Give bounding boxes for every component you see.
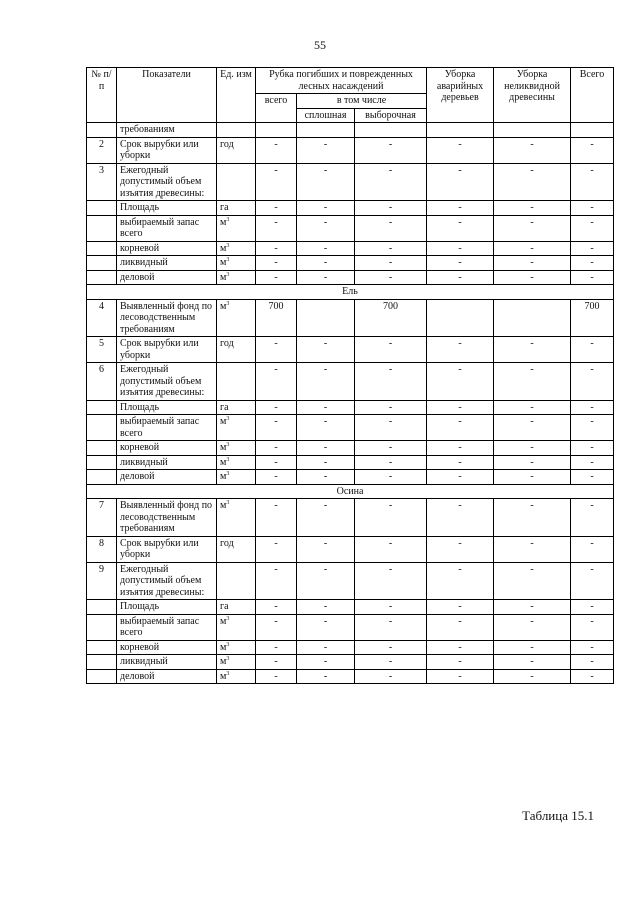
unit-text: м [220, 656, 227, 667]
row-unit [217, 499, 256, 537]
header-emergency: Уборка аварийных деревьев [427, 68, 494, 123]
header-num: № п/п [87, 68, 117, 123]
unit-superscript: 3 [226, 300, 230, 307]
row-indicator: Выявленный фонд по лесоводственным требованиям [117, 499, 217, 537]
value-cell: - [494, 337, 571, 363]
row-indicator: корневой [117, 640, 217, 655]
value-cell: - [427, 415, 494, 441]
value-cell: - [256, 640, 297, 655]
value-cell: - [571, 137, 614, 163]
table-row [87, 600, 614, 615]
row-indicator: Срок вырубки или уборки [117, 536, 217, 562]
value-cell: - [355, 455, 427, 470]
row-indicator: выбираемый запас всего [117, 215, 217, 241]
value-cell: - [427, 363, 494, 401]
value-cell: - [256, 270, 297, 285]
row-unit [217, 215, 256, 241]
value-cell: - [297, 241, 355, 256]
value-cell: - [297, 201, 355, 216]
unit-text: м [220, 500, 227, 511]
row-number [87, 441, 117, 456]
unit-superscript: 3 [226, 242, 230, 249]
value-cell: - [355, 163, 427, 201]
value-cell: 700 [355, 299, 427, 337]
section-title: Осина [87, 484, 614, 499]
value-cell: - [297, 215, 355, 241]
value-cell: - [427, 441, 494, 456]
row-number [87, 241, 117, 256]
value-cell: - [427, 455, 494, 470]
value-cell: - [571, 655, 614, 670]
value-cell: - [571, 415, 614, 441]
header-selective: выборочная [355, 108, 427, 123]
value-cell: - [571, 455, 614, 470]
section-title: Ель [87, 285, 614, 300]
value-cell: - [427, 241, 494, 256]
value-cell: - [494, 669, 571, 684]
value-cell: - [355, 536, 427, 562]
value-cell: - [494, 215, 571, 241]
value-cell: - [494, 163, 571, 201]
row-unit [217, 536, 256, 562]
header-illiquid: Уборка неликвидной древесины [494, 68, 571, 123]
value-cell: - [355, 415, 427, 441]
row-indicator: выбираемый запас всего [117, 614, 217, 640]
value-cell [297, 123, 355, 138]
unit-superscript: 3 [226, 656, 230, 662]
table-header [87, 68, 614, 123]
table-row [87, 499, 614, 537]
value-cell: 700 [256, 299, 297, 337]
unit-text: м [220, 216, 227, 228]
value-cell: - [355, 201, 427, 216]
unit-text: га [220, 601, 229, 612]
table-row [87, 536, 614, 562]
value-cell [494, 123, 571, 138]
unit-superscript: 3 [226, 641, 230, 648]
table-row [87, 337, 614, 363]
value-cell: - [256, 415, 297, 441]
value-cell: - [297, 640, 355, 655]
value-cell: - [494, 137, 571, 163]
row-unit [217, 455, 256, 470]
value-cell: - [427, 536, 494, 562]
header-clear: сплошная [297, 108, 355, 123]
value-cell: - [571, 441, 614, 456]
table-row [87, 400, 614, 415]
row-unit [217, 470, 256, 485]
value-cell: - [571, 562, 614, 600]
unit-superscript: 3 [226, 416, 230, 422]
row-number [87, 600, 117, 615]
value-cell: - [571, 400, 614, 415]
value-cell: - [297, 614, 355, 640]
value-cell: - [571, 614, 614, 640]
value-cell: - [571, 241, 614, 256]
value-cell: - [494, 655, 571, 670]
row-unit [217, 337, 256, 363]
value-cell: - [355, 337, 427, 363]
row-number: 6 [87, 363, 117, 401]
row-indicator: Площадь [117, 201, 217, 216]
value-cell: - [256, 363, 297, 401]
row-number: 5 [87, 337, 117, 363]
row-unit [217, 363, 256, 401]
row-unit [217, 441, 256, 456]
value-cell [217, 123, 256, 138]
row-number: 2 [87, 137, 117, 163]
unit-text: м [220, 257, 227, 268]
value-cell: - [427, 215, 494, 241]
value-cell: - [494, 614, 571, 640]
unit-text: м [220, 456, 227, 468]
row-number: 3 [87, 163, 117, 201]
row-indicator: Ежегодный допустимый объем изъятия древесины: [117, 163, 217, 201]
value-cell: - [494, 400, 571, 415]
row-indicator: корневой [117, 241, 217, 256]
value-cell: - [427, 640, 494, 655]
header-indicators: Показатели [117, 68, 217, 123]
row-unit [217, 415, 256, 441]
unit-superscript: 3 [226, 257, 230, 263]
value-cell: - [427, 600, 494, 615]
table-row [87, 215, 614, 241]
row-unit [217, 241, 256, 256]
value-cell: - [427, 614, 494, 640]
value-cell: - [571, 215, 614, 241]
value-cell: - [355, 441, 427, 456]
table-row [87, 441, 614, 456]
value-cell: - [427, 499, 494, 537]
value-cell: - [297, 163, 355, 201]
section-row [87, 484, 614, 499]
value-cell: - [494, 499, 571, 537]
header-grand-total: Всего [571, 68, 614, 123]
row-number [87, 215, 117, 241]
value-cell: - [355, 270, 427, 285]
row-number [87, 123, 117, 138]
value-cell: - [494, 270, 571, 285]
unit-text: м [220, 242, 227, 254]
row-unit [217, 562, 256, 600]
value-cell: - [297, 600, 355, 615]
value-cell: - [355, 470, 427, 485]
value-cell: - [297, 363, 355, 401]
value-cell: - [494, 536, 571, 562]
value-cell: - [355, 137, 427, 163]
row-unit [217, 614, 256, 640]
value-cell: - [297, 256, 355, 271]
table-row [87, 640, 614, 655]
row-indicator: деловой [117, 270, 217, 285]
header-including: в том числе [297, 94, 427, 109]
row-indicator: Площадь [117, 600, 217, 615]
table-row [87, 201, 614, 216]
table-row [87, 614, 614, 640]
row-unit [217, 400, 256, 415]
row-unit [217, 137, 256, 163]
unit-text: м [220, 271, 227, 283]
value-cell: - [494, 470, 571, 485]
row-indicator: Срок вырубки или уборки [117, 337, 217, 363]
row-number: 7 [87, 499, 117, 537]
value-cell [571, 123, 614, 138]
row-number [87, 640, 117, 655]
unit-text: га [220, 401, 229, 413]
value-cell: - [297, 137, 355, 163]
value-cell: - [256, 470, 297, 485]
value-cell: - [427, 201, 494, 216]
unit-superscript: 3 [226, 670, 230, 677]
value-cell [494, 299, 571, 337]
row-number [87, 400, 117, 415]
value-cell: - [256, 499, 297, 537]
value-cell: - [355, 614, 427, 640]
unit-text: год [220, 138, 234, 150]
section-row [87, 285, 614, 300]
unit-text: м [220, 442, 227, 453]
row-indicator: корневой [117, 441, 217, 456]
value-cell: - [494, 600, 571, 615]
row-indicator: Ежегодный допустимый объем изъятия древесины: [117, 562, 217, 600]
value-cell: - [427, 163, 494, 201]
unit-superscript: 3 [226, 471, 230, 477]
table-row [87, 415, 614, 441]
table-row [87, 270, 614, 285]
table-row [87, 256, 614, 271]
value-cell: - [256, 163, 297, 201]
value-cell: - [256, 655, 297, 670]
value-cell: - [494, 363, 571, 401]
value-cell: - [494, 201, 571, 216]
table-row [87, 470, 614, 485]
table-row [87, 562, 614, 600]
row-number: 4 [87, 299, 117, 337]
row-number: 9 [87, 562, 117, 600]
value-cell: - [355, 640, 427, 655]
value-cell: - [571, 640, 614, 655]
value-cell: - [297, 441, 355, 456]
value-cell: - [355, 562, 427, 600]
value-cell: - [355, 363, 427, 401]
unit-text: га [220, 202, 229, 213]
row-unit [217, 270, 256, 285]
value-cell: - [297, 455, 355, 470]
value-cell: - [355, 256, 427, 271]
unit-text: м [220, 670, 227, 682]
value-cell: - [297, 562, 355, 600]
value-cell: - [427, 337, 494, 363]
row-indicator: требованиям [117, 123, 217, 138]
value-cell: - [571, 499, 614, 537]
unit-superscript: 3 [226, 216, 230, 223]
row-indicator: Выявленный фонд по лесоводственным требованиям [117, 299, 217, 337]
value-cell: - [355, 241, 427, 256]
row-indicator: Срок вырубки или уборки [117, 137, 217, 163]
value-cell: - [256, 614, 297, 640]
unit-text: год [220, 537, 234, 549]
value-cell: - [256, 337, 297, 363]
row-unit [217, 640, 256, 655]
value-cell: - [427, 470, 494, 485]
value-cell: - [427, 562, 494, 600]
value-cell: - [494, 455, 571, 470]
table-row [87, 655, 614, 670]
table-row [87, 669, 614, 684]
value-cell: - [494, 562, 571, 600]
unit-superscript: 3 [226, 615, 230, 622]
value-cell: - [297, 400, 355, 415]
value-cell [297, 299, 355, 337]
value-cell: - [256, 562, 297, 600]
table-row [87, 299, 614, 337]
value-cell: - [297, 655, 355, 670]
row-number [87, 470, 117, 485]
value-cell: 700 [571, 299, 614, 337]
row-indicator: ликвидный [117, 256, 217, 271]
row-indicator: деловой [117, 669, 217, 684]
value-cell: - [494, 640, 571, 655]
value-cell: - [256, 400, 297, 415]
value-cell: - [297, 499, 355, 537]
value-cell: - [297, 270, 355, 285]
value-cell: - [571, 363, 614, 401]
value-cell: - [256, 669, 297, 684]
row-unit [217, 299, 256, 337]
row-indicator: деловой [117, 470, 217, 485]
unit-superscript: 3 [226, 456, 230, 463]
row-number [87, 256, 117, 271]
row-unit [217, 655, 256, 670]
value-cell: - [571, 600, 614, 615]
row-unit [217, 163, 256, 201]
unit-text: м [220, 300, 227, 312]
unit-superscript: 3 [226, 500, 230, 506]
row-indicator: Площадь [117, 400, 217, 415]
value-cell: - [571, 669, 614, 684]
value-cell: - [256, 241, 297, 256]
value-cell: - [427, 655, 494, 670]
value-cell [427, 299, 494, 337]
forestry-table [86, 67, 614, 684]
header-felling: Рубка погибших и поврежденных лесных насаждений [256, 68, 427, 94]
value-cell: - [571, 256, 614, 271]
table-row [87, 455, 614, 470]
value-cell: - [355, 655, 427, 670]
row-number [87, 415, 117, 441]
row-unit [217, 669, 256, 684]
row-number [87, 669, 117, 684]
row-unit [217, 256, 256, 271]
value-cell: - [427, 256, 494, 271]
value-cell: - [494, 256, 571, 271]
unit-text: м [220, 641, 227, 653]
value-cell: - [571, 201, 614, 216]
value-cell: - [297, 415, 355, 441]
table-caption: Таблица 15.1 [522, 808, 594, 823]
unit-superscript: 3 [226, 442, 230, 448]
value-cell [355, 123, 427, 138]
value-cell: - [297, 669, 355, 684]
value-cell: - [427, 669, 494, 684]
row-number: 8 [87, 536, 117, 562]
value-cell: - [355, 600, 427, 615]
value-cell [256, 123, 297, 138]
value-cell: - [256, 441, 297, 456]
value-cell: - [256, 215, 297, 241]
row-number [87, 455, 117, 470]
header-unit: Ед. изм [217, 68, 256, 123]
unit-text: м [220, 471, 227, 482]
row-indicator: ликвидный [117, 455, 217, 470]
value-cell: - [494, 441, 571, 456]
value-cell: - [571, 270, 614, 285]
unit-text: год [220, 338, 234, 349]
unit-text: м [220, 416, 227, 427]
row-number [87, 270, 117, 285]
value-cell: - [427, 270, 494, 285]
value-cell: - [256, 201, 297, 216]
unit-superscript: 3 [226, 271, 230, 278]
value-cell: - [427, 400, 494, 415]
value-cell: - [571, 536, 614, 562]
value-cell: - [256, 600, 297, 615]
row-number [87, 201, 117, 216]
table-row [87, 363, 614, 401]
value-cell: - [571, 470, 614, 485]
value-cell: - [494, 415, 571, 441]
value-cell: - [355, 669, 427, 684]
table-row [87, 241, 614, 256]
value-cell: - [427, 137, 494, 163]
row-indicator: Ежегодный допустимый объем изъятия древесины: [117, 363, 217, 401]
page-number: 55 [314, 38, 326, 52]
table-row [87, 163, 614, 201]
value-cell: - [297, 470, 355, 485]
value-cell: - [256, 256, 297, 271]
value-cell: - [256, 536, 297, 562]
value-cell: - [355, 215, 427, 241]
value-cell: - [297, 536, 355, 562]
row-indicator: ликвидный [117, 655, 217, 670]
value-cell: - [355, 499, 427, 537]
value-cell: - [297, 337, 355, 363]
unit-text: м [220, 615, 227, 627]
row-unit [217, 201, 256, 216]
value-cell: - [494, 241, 571, 256]
table-row [87, 137, 614, 163]
value-cell: - [571, 337, 614, 363]
row-indicator: выбираемый запас всего [117, 415, 217, 441]
row-number [87, 655, 117, 670]
value-cell: - [256, 137, 297, 163]
header-total-felling: всего [256, 94, 297, 123]
value-cell [427, 123, 494, 138]
row-number [87, 614, 117, 640]
value-cell: - [256, 455, 297, 470]
value-cell: - [355, 400, 427, 415]
row-unit [217, 600, 256, 615]
table-row [87, 123, 614, 138]
value-cell: - [571, 163, 614, 201]
table-body [87, 123, 614, 684]
